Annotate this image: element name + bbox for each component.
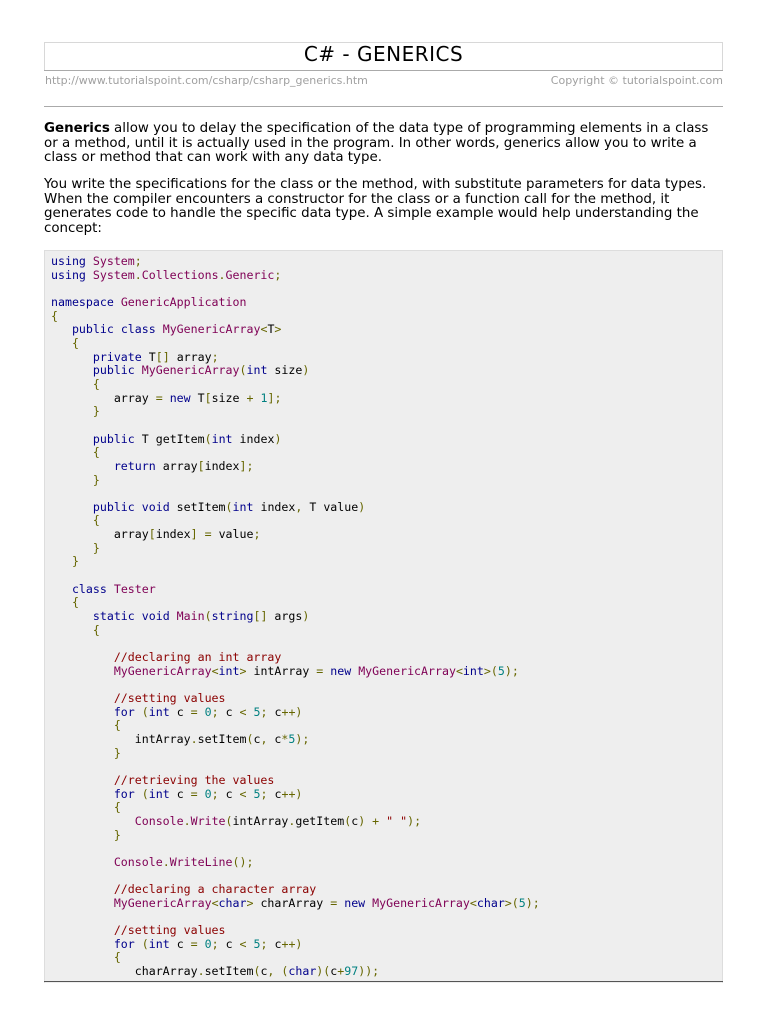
code-line: for (int c = 0; c < 5; c++): [113, 704, 303, 719]
code-line: for (int c = 0; c < 5; c++): [113, 786, 303, 801]
code-line: Console.Write(intArray.getItem(c) + " ");: [134, 813, 422, 828]
code-line: {: [51, 308, 58, 323]
code-line: {: [71, 335, 79, 350]
generics-term: Generics: [44, 121, 110, 136]
code-line: //declaring a character array: [113, 882, 317, 897]
document-page: [44, 42, 723, 982]
intro-paragraph: [44, 122, 723, 166]
footer-divider: [44, 981, 723, 982]
copyright-notice: Copyright © tutorialspoint.com: [550, 74, 723, 87]
code-line: }: [92, 404, 100, 419]
code-line: //retrieving the values: [113, 772, 275, 787]
code-line: Console.WriteLine();: [113, 854, 254, 869]
code-line: {: [113, 800, 121, 815]
code-line: {: [71, 595, 79, 610]
code-line: }: [113, 827, 121, 842]
explanation-paragraph: You write the specifications for the class or the method, with substitute parameters for data types. When the compiler encounters a constructor for the class or a function call for the method, it generates code to handle the specific data type. A simple example would help understanding the concept:: [44, 177, 707, 236]
source-url: http://www.tutorialspoint.com/csharp/csharp_generics.htm: [45, 74, 368, 87]
code-line: {: [92, 376, 100, 391]
code-line: public T getItem(int index): [92, 431, 282, 446]
code-line: //setting values: [113, 691, 226, 705]
code-line: }: [92, 540, 100, 555]
intro-paragraph-text: allow you to delay the specification of the data type of programming elements in a class or a method, until it is actually used in the program. In other words, generics allow you to write a class or method that can work with any data type.: [44, 121, 709, 166]
code-line: public MyGenericArray(int size): [92, 363, 310, 378]
code-line: namespace GenericApplication: [51, 294, 247, 309]
code-line: intArray.setItem(c, c*5);: [134, 731, 310, 746]
code-line: {: [92, 622, 100, 637]
page-title: C# - GENERICS: [303, 42, 464, 66]
code-line: using System.Collections.Generic;: [51, 267, 282, 282]
code-line: {: [92, 445, 100, 460]
code-line: array[index] = value;: [113, 527, 261, 542]
code-line: public class MyGenericArray<T>: [71, 322, 282, 337]
code-block: [44, 250, 723, 983]
code-line: class Tester: [71, 581, 156, 596]
code-line: private T[] array;: [92, 349, 219, 364]
subheader-divider: [44, 106, 723, 107]
code-line: using System;: [51, 254, 142, 268]
code-line: charArray.setItem(c, (char)(c+97));: [134, 964, 380, 979]
code-line: public void setItem(int index, T value): [92, 499, 366, 514]
code-line: MyGenericArray<int> intArray = new MyGenericArray<int>(5);: [113, 663, 519, 678]
code-line: }: [113, 745, 121, 760]
code-listing: [51, 255, 540, 979]
code-line: {: [92, 513, 100, 528]
code-line: //setting values: [113, 923, 226, 938]
code-line: static void Main(string[] args): [92, 609, 310, 624]
code-line: array = new T[size + 1];: [113, 390, 282, 405]
code-line: }: [92, 472, 100, 487]
code-line: MyGenericArray<char> charArray = new MyGenericArray<char>(5);: [113, 895, 540, 910]
code-line: {: [113, 718, 121, 733]
code-line: //declaring an int array: [113, 650, 282, 665]
code-line: for (int c = 0; c < 5; c++): [113, 936, 303, 951]
code-line: }: [71, 554, 79, 569]
code-line: {: [113, 950, 121, 965]
header-divider: [44, 70, 723, 71]
code-line: return array[index];: [113, 458, 254, 473]
